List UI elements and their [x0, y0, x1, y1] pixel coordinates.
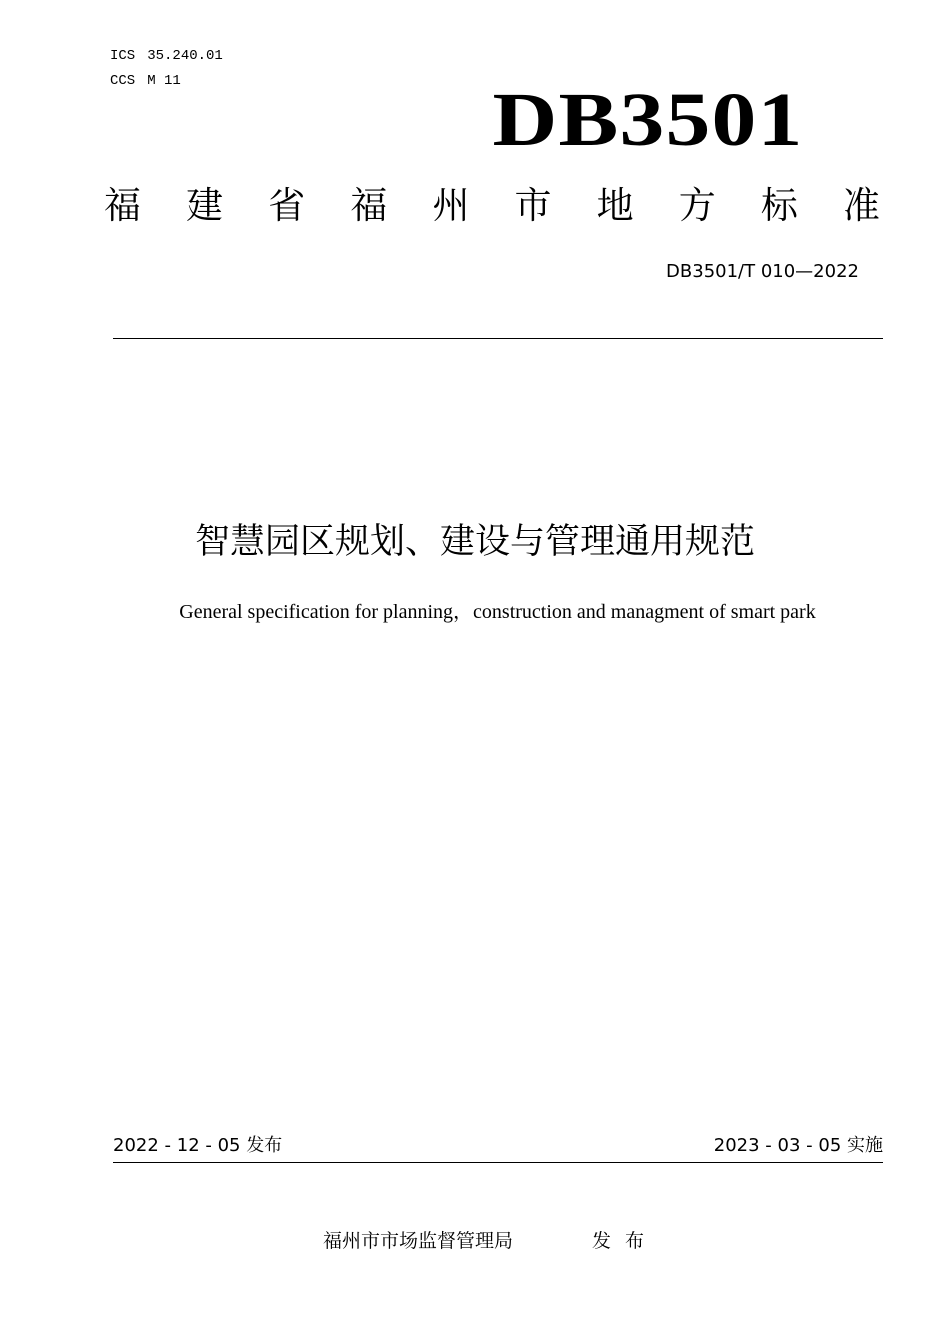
standard-type-char: 省 — [268, 184, 306, 227]
publish-date: 2022 - 12 - 05 发布 — [113, 1135, 283, 1156]
ics-label: ICS — [110, 48, 136, 64]
standard-type-char: 州 — [432, 184, 470, 227]
standard-type-char: 准 — [842, 184, 880, 227]
standard-type-char: 福 — [104, 184, 141, 227]
top-divider — [113, 338, 883, 339]
document-title-english: General specification for planning，construction and managment of smart park — [179, 601, 816, 623]
bottom-divider — [113, 1162, 883, 1163]
standard-type-char: 市 — [514, 184, 552, 227]
issue-label: 发布 — [592, 1230, 659, 1252]
ics-value: 35.240.01 — [147, 48, 223, 64]
standard-type-char: 地 — [596, 184, 634, 227]
document-title-chinese: 智慧园区规划、建设与管理通用规范 — [194, 522, 755, 562]
ccs-code — [110, 73, 181, 89]
ccs-value: M 11 — [147, 73, 181, 89]
standard-type-char: 标 — [760, 184, 798, 227]
standard-type-char: 建 — [186, 184, 224, 227]
issuing-authority: 福州市市场监督管理局 — [323, 1230, 514, 1252]
standard-number: DB3501/T 010—2022 — [666, 261, 859, 282]
implementation-date: 2023 - 03 - 05 实施 — [713, 1135, 883, 1156]
standard-type-char: 方 — [678, 184, 716, 227]
ccs-label: CCS — [110, 73, 136, 89]
standard-type-char: 福 — [350, 184, 388, 227]
ics-code — [110, 48, 223, 64]
standard-type-title — [104, 182, 880, 230]
db-logo: DB3501 — [492, 78, 804, 162]
